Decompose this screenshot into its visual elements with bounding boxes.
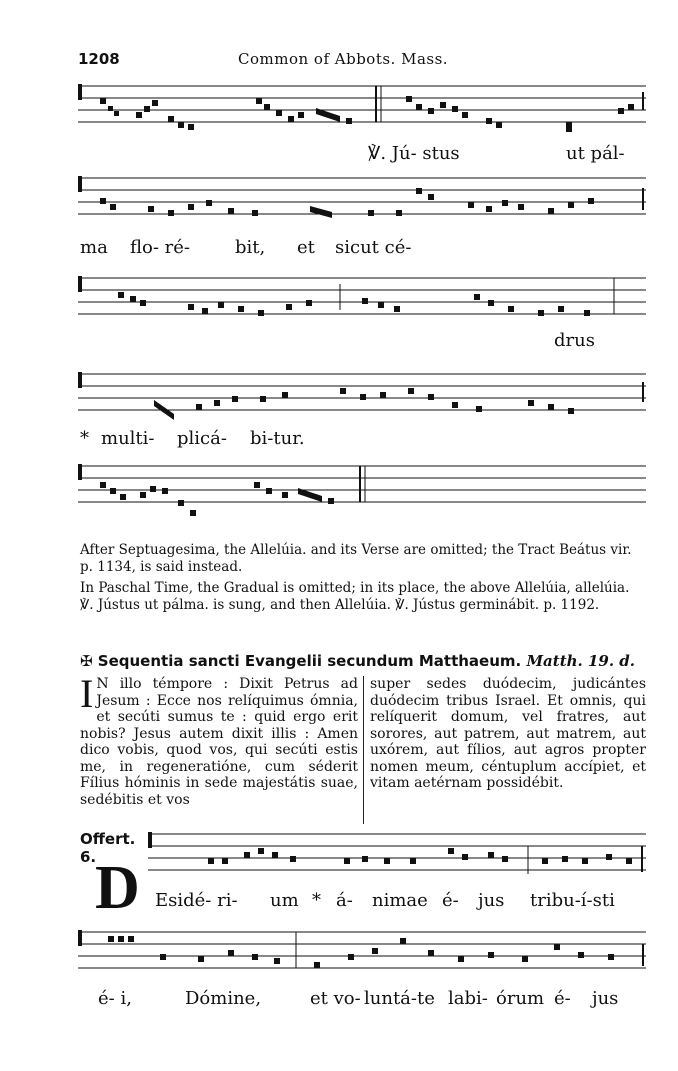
chant-lyric: flo- ré- bbox=[130, 237, 190, 258]
gospel-reference: Matth. 19. d. bbox=[526, 652, 636, 670]
chant-lyric: ma bbox=[80, 237, 108, 258]
page-number: 1208 bbox=[78, 50, 120, 68]
chant-lyric: plicá- bbox=[177, 428, 227, 449]
rubric-paragraph: In Paschal Time, the Gradual is omitted; in its place, the above Allelúia, allelúia. ℣. Jústus ut pálma. is sung, and then Allelúia. ℣. Jústus germinábit. p. 1192. bbox=[80, 580, 630, 613]
chant-lyric: et bbox=[297, 237, 315, 258]
rubric-paragraph: After Septuagesima, the Allelúia. and its Verse are omitted; the Tract Beátus vir. p. 1134, is said instead. bbox=[80, 542, 632, 575]
chant-lyric: um bbox=[270, 890, 299, 911]
offertory-staff-2 bbox=[78, 926, 646, 982]
chant-lyric: tribu-í-sti bbox=[530, 890, 615, 911]
gospel-text-left bbox=[80, 671, 358, 808]
chant-lyric: labi- bbox=[448, 988, 488, 1009]
chant-lyric: ℣. Jú- stus bbox=[368, 143, 460, 164]
chant-lyric: jus bbox=[478, 890, 505, 911]
chant-lyric: multi- bbox=[101, 428, 155, 449]
chant-lyric: jus bbox=[592, 988, 619, 1009]
gospel-title bbox=[80, 652, 650, 670]
chant-lyric: órum bbox=[496, 988, 545, 1009]
chant-lyric: é- bbox=[554, 988, 571, 1009]
chant-lyric: et vo- bbox=[310, 988, 361, 1009]
running-title: Common of Abbots. Mass. bbox=[238, 50, 449, 68]
chant-staff-2 bbox=[78, 170, 646, 232]
gospel-text-right: super sedes duódecim, judicántes duódecim tribus Israel. Et omnis, qui relíquerit domum, vel fratres, aut sorores, aut patrem, aut matrem, aut uxórem, aut fílios, aut agros propter nomen meum, céntuplum accípiet, et vitam aetérnam possidébit. bbox=[370, 676, 646, 791]
offertory-mode: 6. bbox=[80, 848, 97, 866]
chant-lyric: ut pál- bbox=[566, 143, 625, 164]
chant-staff-1 bbox=[78, 78, 646, 138]
chant-lyric: luntá-te bbox=[364, 988, 435, 1009]
gospel-heading: ✠ Sequentia sancti Evangelii secundum Matthaeum. bbox=[80, 652, 522, 670]
gospel-dropcap: I bbox=[80, 671, 94, 716]
chant-lyric: bi-tur. bbox=[250, 428, 305, 449]
chant-lyric: Esidé- ri- bbox=[155, 890, 238, 911]
chant-staff-3 bbox=[78, 270, 646, 332]
chant-lyric: * bbox=[312, 890, 321, 911]
chant-staff-5 bbox=[78, 458, 646, 522]
chant-lyric: drus bbox=[554, 330, 595, 351]
chant-lyric: é- bbox=[442, 890, 459, 911]
offertory-label: Offert. bbox=[80, 830, 136, 848]
chant-lyric: bit, bbox=[235, 237, 266, 258]
page-header bbox=[78, 50, 648, 70]
chant-lyric: * bbox=[80, 428, 89, 449]
chant-lyric: nimae bbox=[372, 890, 428, 911]
chant-lyric: Dómine, bbox=[185, 988, 262, 1009]
chant-lyric: á- bbox=[336, 890, 353, 911]
column-divider bbox=[363, 676, 364, 824]
offertory-staff-1 bbox=[148, 828, 646, 880]
chant-lyric: é- i, bbox=[98, 988, 132, 1009]
gospel-left-body: N illo témpore : Dixit Petrus ad Jesum : Ecce nos relíquimus ómnia, et secúti sumus te : quid ergo erit nobis? Jesus autem dixit illis : Amen dico vobis, quod vos, qui secúti estis me, in regeneratióne, cum séderit Fílius hóminis in sede majestátis suae, sedébitis et vos bbox=[80, 676, 358, 808]
chant-lyric: sicut cé- bbox=[335, 237, 412, 258]
chant-staff-4 bbox=[78, 366, 646, 428]
offertory-initial: D bbox=[95, 854, 140, 922]
